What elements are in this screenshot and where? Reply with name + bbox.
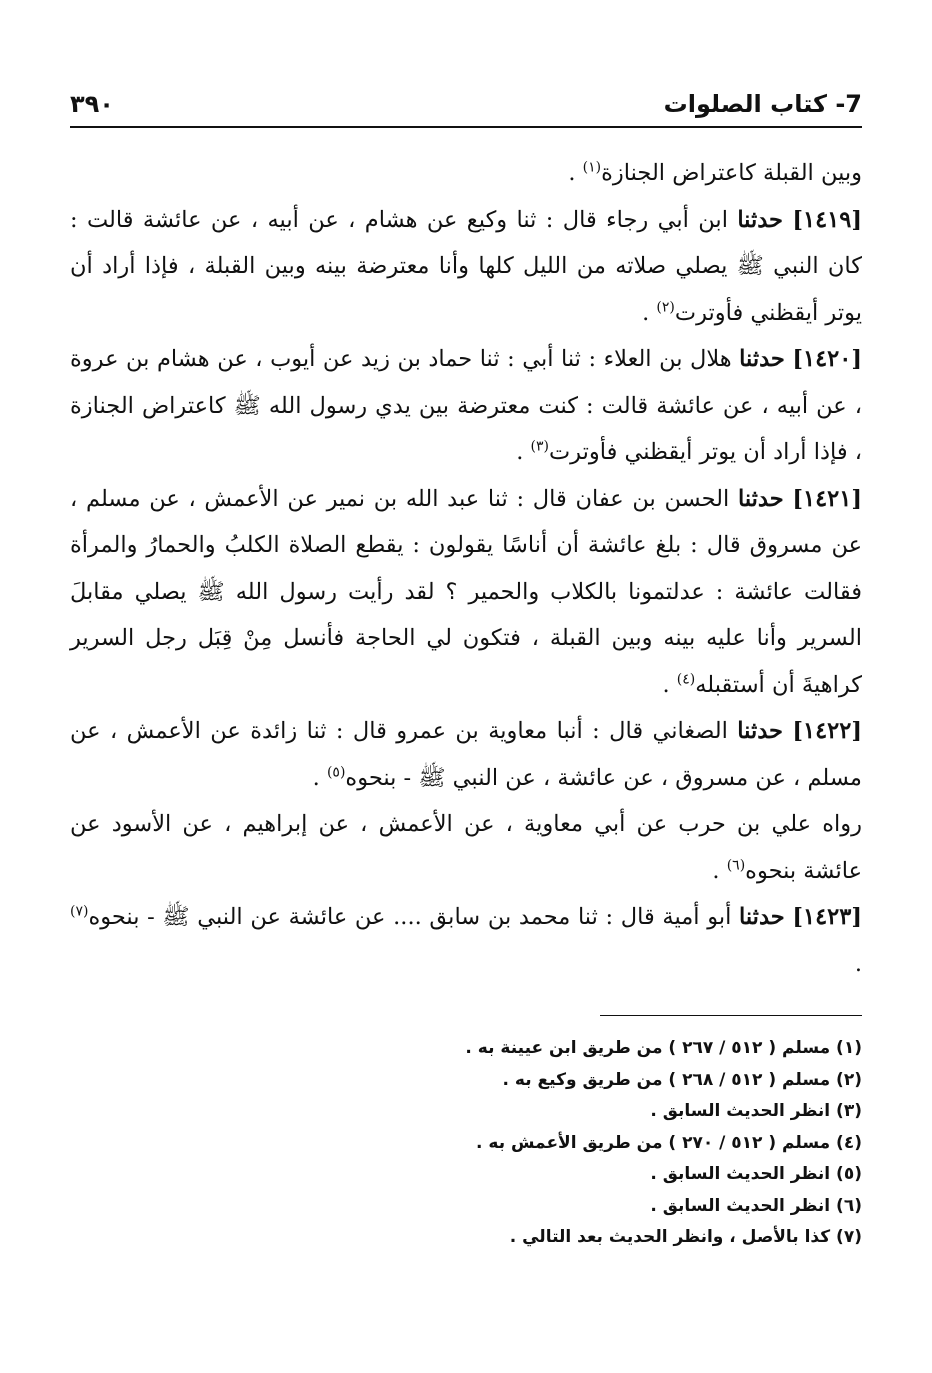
hadith-number: [١٤٢١]	[792, 485, 862, 512]
footnote-ref: (٣)	[530, 438, 549, 455]
hadith-text: الحسن بن عفان قال : ثنا عبد الله بن نمير عن الأعمش ، عن مسلم ، عن مسروق قال : بلغ عائشة أن أناسًا يقولون : يقطع الصلاة الكلبُ والحمارُ والمرأة فقالت عائشة : عدلتمونا بالكلاب والحمير ؟ لقد رأيت رسول الله ﷺ يصلي مقابلَ السرير وأنا عليه بينه وبين القبلة ، فتكون لي الحاجة فأنسل مِنْ قِبَل رجل السرير كراهيةَ أن أستقبله	[70, 485, 862, 698]
footnote-1: (١) مسلم ( ٥١٢ / ٢٦٧ ) من طريق ابن عيينة به .	[465, 1038, 862, 1058]
hadith-1420	[70, 336, 862, 476]
hadith-text: هلال بن العلاء : ثنا أبي : ثنا حماد بن زيد عن أيوب ، عن هشام بن عروة ، عن أبيه ، عن عائشة قالت : كنت معترضة بين يدي رسول الله ﷺ كاعتراض الجنازة ، فإذا أراد أن يوتر أيقظني فأوترت	[70, 346, 862, 465]
hadith-lead: حدثنا	[739, 904, 785, 930]
hadith-lead: حدثنا	[737, 485, 784, 512]
hadith-number: [١٤٢٣]	[792, 904, 862, 930]
footnote-3: (٣) انظر الحديث السابق .	[650, 1101, 862, 1121]
hadith-1423	[70, 894, 862, 987]
footnote-2: (٢) مسلم ( ٥١٢ / ٢٦٨ ) من طريق وكيع به .	[502, 1069, 862, 1090]
paragraph-text: رواه علي بن حرب عن أبي معاوية ، عن الأعمش ، عن إبراهيم ، عن الأسود عن عائشة بنحوه	[70, 811, 862, 884]
paragraph-end: .	[662, 671, 677, 698]
footnote-6: (٦) انظر الحديث السابق .	[650, 1195, 862, 1216]
chapter-title: 7- كتاب الصلوات	[663, 90, 862, 118]
footnote-7: (٧) كذا بالأصل ، وانظر الحديث بعد التالي .	[509, 1227, 862, 1247]
page-header	[70, 78, 862, 118]
hadith-number: [١٤١٩]	[792, 206, 862, 233]
paragraph-end: .	[642, 299, 657, 326]
paragraph-end: .	[568, 160, 583, 186]
hadith-text: الصغاني قال : أنبا معاوية بن عمرو قال : ثنا زائدة عن الأعمش ، عن مسلم ، عن مسروق ، عن عائشة ، عن النبي ﷺ - بنحوه	[70, 718, 862, 791]
header-rule	[70, 126, 862, 128]
footnote-4: (٤) مسلم ( ٥١٢ / ٢٧٠ ) من طريق الأعمش به .	[476, 1132, 862, 1153]
hadith-1422	[70, 708, 862, 801]
paragraph-end: .	[312, 764, 327, 791]
hadith-text: ابن أبي رجاء قال : ثنا وكيع عن هشام ، عن أبيه ، عن عائشة قالت : كان النبي ﷺ يصلي صلاته من الليل كلها وأنا معترضة بينه وبين القبلة ، فإذا أراد أن يوتر أيقظني فأوترت	[70, 206, 862, 326]
footnote-ref: (١)	[582, 159, 602, 176]
footnote-rule	[600, 1015, 862, 1016]
page-body	[70, 150, 862, 987]
hadith-number: [١٤٢٠]	[792, 346, 862, 372]
footnotes	[70, 1033, 862, 1254]
hadith-text: أبو أمية قال : ثنا محمد بن سابق .... عن عائشة عن النبي ﷺ - بنحوه	[88, 904, 740, 930]
hadith-lead: حدثنا	[739, 346, 785, 372]
hadith-lead: حدثنا	[737, 718, 783, 744]
narration-note	[70, 801, 862, 894]
page-number: ٣٩٠	[70, 90, 114, 118]
hadith-number: [١٤٢٢]	[792, 718, 863, 744]
footnote-ref: (٧)	[70, 903, 89, 920]
footnote-ref: (٢)	[656, 299, 675, 315]
paragraph-end: .	[854, 950, 862, 977]
paragraph-end: .	[516, 439, 531, 465]
hadith-lead: حدثنا	[737, 206, 783, 233]
footnote-ref: (٤)	[676, 671, 696, 687]
hadith-1419	[70, 197, 862, 337]
footnote-ref: (٦)	[726, 857, 746, 873]
hadith-1421	[70, 476, 862, 709]
paragraph-end: .	[712, 857, 727, 884]
footnote-5: (٥) انظر الحديث السابق .	[650, 1164, 862, 1184]
footnote-ref: (٥)	[326, 764, 346, 780]
paragraph-text: وبين القبلة كاعتراض الجنازة	[601, 160, 862, 186]
paragraph-continuation	[70, 150, 862, 197]
